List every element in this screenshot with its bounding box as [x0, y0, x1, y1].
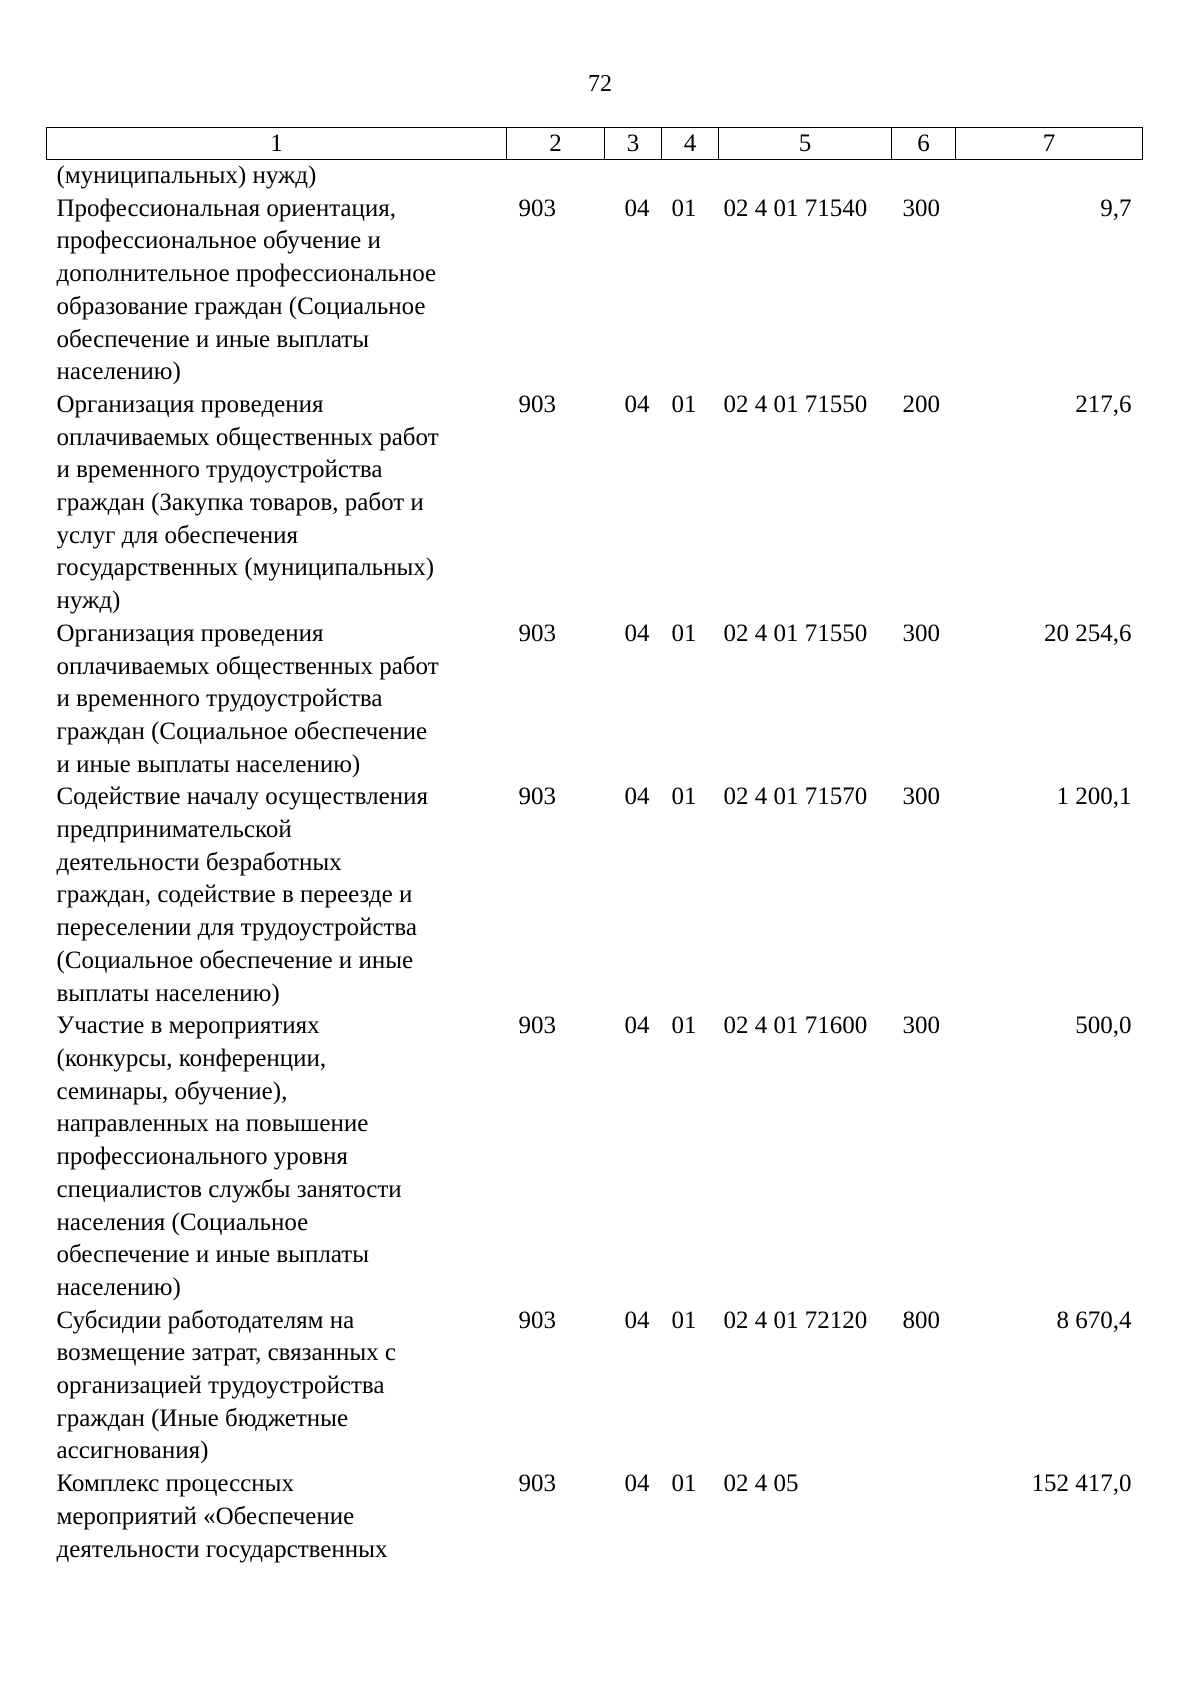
item-name-line: граждан, содействие в переезде и: [56, 881, 413, 909]
header-col-section: 3: [605, 128, 662, 160]
cell-item-name: [47, 160, 507, 193]
cell-expense-type: [892, 160, 956, 193]
table-row: [47, 1468, 1143, 1566]
budget-table: [46, 127, 1143, 1566]
cell-expense-type: 300: [902, 619, 940, 647]
cell-subsection: 01: [671, 1306, 697, 1334]
item-name-line: Организация проведения: [56, 390, 324, 418]
cell-ministry-code: 903: [518, 1306, 556, 1334]
item-name-line: государственных (муниципальных): [56, 554, 435, 582]
table-row: [47, 193, 1143, 389]
cell-subsection: 01: [671, 194, 697, 222]
item-name-line: организацией трудоустройства: [56, 1372, 385, 1400]
cell-subsection: 01: [671, 1012, 697, 1040]
cell-item-name: [47, 1010, 507, 1304]
cell-section: 04: [624, 1012, 650, 1040]
item-name-line: граждан (Социальное обеспечение: [56, 717, 428, 745]
item-name-line: (Социальное обеспечение и иные: [56, 946, 414, 974]
item-name-line: мероприятий «Обеспечение: [56, 1502, 355, 1530]
item-name-line: деятельности государственных: [56, 1535, 388, 1563]
table-row: [47, 781, 1143, 1010]
item-name-line: Субсидии работодателям на: [56, 1306, 355, 1334]
cell-amount: [956, 160, 1143, 193]
item-name-line: оплачиваемых общественных работ: [56, 423, 439, 451]
cell-ministry-code: [507, 160, 605, 193]
cell-expense-type: [892, 1468, 956, 1566]
item-name-line: Содействие началу осуществления: [56, 783, 428, 811]
cell-target-article: 02 4 01 72120: [723, 1306, 868, 1334]
item-name-line: семинары, обучение),: [56, 1077, 288, 1105]
item-name-line: и временного трудоустройства: [56, 685, 383, 713]
item-name-line: образование граждан (Социальное: [56, 292, 426, 320]
cell-amount: 1 200,1: [1056, 783, 1132, 811]
cell-ministry-code: 903: [518, 194, 556, 222]
cell-amount: 8 670,4: [1056, 1306, 1132, 1334]
cell-amount: 217,6: [1075, 390, 1132, 418]
item-name-line: нужд): [56, 587, 121, 615]
cell-expense-type: 300: [902, 1012, 940, 1040]
item-name-line: населения (Социальное: [56, 1208, 309, 1236]
table-row: [47, 160, 1143, 193]
item-name-line: выплаты населению): [56, 979, 280, 1007]
item-name-line: деятельности безработных: [56, 848, 342, 876]
item-name-line: услуг для обеспечения: [56, 521, 299, 549]
cell-ministry-code: 903: [518, 390, 556, 418]
cell-item-name: [47, 781, 507, 1010]
item-name-line: населению): [56, 1273, 181, 1301]
item-name-line: профессиональное обучение и: [56, 227, 381, 255]
table-row: [47, 618, 1143, 782]
cell-item-name: [47, 389, 507, 618]
cell-target-article: 02 4 01 71600: [723, 1012, 868, 1040]
item-name-line: направленных на повышение: [56, 1110, 369, 1138]
item-name-line: населению): [56, 358, 181, 386]
table-header: [47, 128, 1143, 160]
cell-item-name: [47, 1468, 507, 1566]
cell-target-article: 02 4 01 71570: [723, 783, 868, 811]
item-name-line: и временного трудоустройства: [56, 456, 383, 484]
item-name-line: и иные выплаты населению): [56, 750, 361, 778]
cell-ministry-code: 903: [518, 619, 556, 647]
header-col-amount: 7: [956, 128, 1143, 160]
cell-ministry-code: 903: [518, 783, 556, 811]
item-name-line: дополнительное профессиональное: [56, 260, 437, 288]
cell-item-name: [47, 1305, 507, 1469]
cell-item-name: [47, 618, 507, 782]
cell-target-article: [719, 160, 892, 193]
item-name-line: предпринимательской: [56, 816, 292, 844]
cell-amount: 20 254,6: [1044, 619, 1132, 647]
cell-section: 04: [624, 783, 650, 811]
header-col-subsection: 4: [662, 128, 719, 160]
item-name-line: граждан (Иные бюджетные: [56, 1404, 349, 1432]
cell-target-article: 02 4 01 71550: [723, 390, 868, 418]
table-row: [47, 389, 1143, 618]
item-name-line: Комплекс процессных: [56, 1470, 294, 1498]
item-name-line: возмещение затрат, связанных с: [56, 1339, 397, 1367]
header-col-target-article: 5: [719, 128, 892, 160]
cell-expense-type: 300: [902, 194, 940, 222]
cell-item-name: [47, 193, 507, 389]
cell-ministry-code: 903: [518, 1470, 556, 1498]
item-name-line: переселении для трудоустройства: [56, 914, 417, 942]
item-name-line: (конкурсы, конференции,: [56, 1044, 327, 1072]
cell-subsection: 01: [671, 390, 697, 418]
cell-amount: 152 417,0: [1031, 1470, 1132, 1498]
cell-expense-type: 200: [902, 390, 940, 418]
cell-target-article: 02 4 01 71550: [723, 619, 868, 647]
cell-subsection: [662, 160, 719, 193]
header-row: [47, 128, 1143, 160]
item-name-line: специалистов службы занятости: [56, 1175, 402, 1203]
cell-subsection: 01: [671, 783, 697, 811]
cell-section: 04: [624, 194, 650, 222]
item-name-line: граждан (Закупка товаров, работ и: [56, 489, 424, 517]
table-body: [47, 160, 1143, 1567]
cell-amount: 9,7: [1100, 194, 1132, 222]
item-name-line: оплачиваемых общественных работ: [56, 652, 439, 680]
item-name-line: (муниципальных) нужд): [56, 162, 317, 189]
cell-subsection: 01: [671, 619, 697, 647]
header-col-ministry: 2: [507, 128, 605, 160]
cell-expense-type: 800: [902, 1306, 940, 1334]
cell-section: 04: [624, 619, 650, 647]
table-row: [47, 1305, 1143, 1469]
cell-amount: 500,0: [1075, 1012, 1132, 1040]
table-row: [47, 1010, 1143, 1304]
header-col-name: 1: [47, 128, 507, 160]
cell-section: [605, 160, 662, 193]
item-name-line: Профессиональная ориентация,: [56, 194, 397, 222]
cell-subsection: 01: [671, 1470, 697, 1498]
item-name-line: обеспечение и иные выплаты: [56, 1241, 369, 1269]
cell-expense-type: 300: [902, 783, 940, 811]
item-name-line: Организация проведения: [56, 619, 324, 647]
cell-section: 04: [624, 1306, 650, 1334]
cell-ministry-code: 903: [518, 1012, 556, 1040]
page-number: 72: [588, 71, 612, 97]
cell-target-article: 02 4 01 71540: [723, 194, 868, 222]
cell-section: 04: [624, 1470, 650, 1498]
item-name-line: обеспечение и иные выплаты: [56, 325, 369, 353]
cell-section: 04: [624, 390, 650, 418]
item-name-line: Участие в мероприятиях: [56, 1012, 320, 1040]
item-name-line: профессионального уровня: [56, 1143, 348, 1171]
cell-target-article: 02 4 05: [723, 1470, 799, 1498]
header-col-expense-type: 6: [892, 128, 956, 160]
item-name-line: ассигнования): [56, 1437, 209, 1465]
